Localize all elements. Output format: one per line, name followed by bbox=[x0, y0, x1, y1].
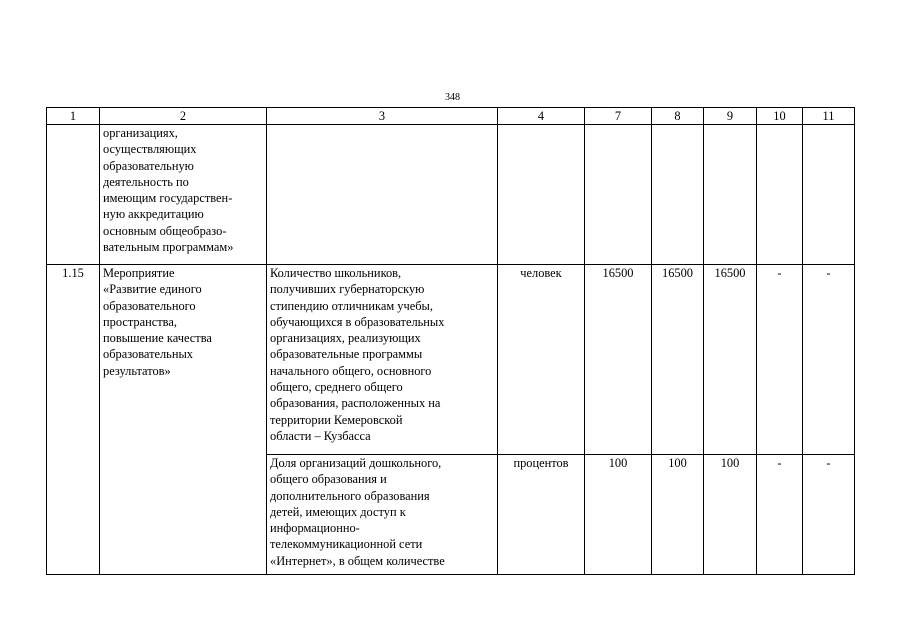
value-cell-11 bbox=[803, 125, 855, 265]
column-header: 10 bbox=[757, 108, 803, 125]
value-cell-8: 100 bbox=[652, 455, 704, 575]
column-header: 11 bbox=[803, 108, 855, 125]
table-row bbox=[47, 125, 855, 265]
value-cell-10: - bbox=[757, 455, 803, 575]
unit-cell: человек bbox=[498, 265, 585, 455]
value-cell-10 bbox=[757, 125, 803, 265]
value-cell-11: - bbox=[803, 265, 855, 455]
value-cell-8: 16500 bbox=[652, 265, 704, 455]
value-cell-9 bbox=[704, 125, 757, 265]
unit-cell: процентов bbox=[498, 455, 585, 575]
indicator-cell bbox=[267, 125, 498, 265]
activity-cell: организациях, осуществляющих образовательную деятельность по имеющим государствен- ную аккредитацию основным общеобразо- вательным программам» bbox=[100, 125, 267, 265]
row-number-cell: 1.15 bbox=[47, 265, 100, 575]
value-cell-7: 100 bbox=[585, 455, 652, 575]
column-header: 4 bbox=[498, 108, 585, 125]
table-header-row bbox=[47, 108, 855, 125]
table-row bbox=[47, 265, 855, 455]
data-table bbox=[46, 107, 855, 575]
value-cell-9: 16500 bbox=[704, 265, 757, 455]
row-number-cell bbox=[47, 125, 100, 265]
page-number: 348 bbox=[445, 92, 460, 103]
value-cell-7 bbox=[585, 125, 652, 265]
indicator-cell: Количество школьников, получивших губернаторскую стипендию отличникам учебы, обучающихся в образовательных организациях, реализующих образовательные программы начального общего, основного общего, среднего общего образования, расположенных на территории Кемеровской области – Кузбасса bbox=[267, 265, 498, 455]
column-header: 9 bbox=[704, 108, 757, 125]
column-header: 1 bbox=[47, 108, 100, 125]
column-header: 2 bbox=[100, 108, 267, 125]
unit-cell bbox=[498, 125, 585, 265]
value-cell-7: 16500 bbox=[585, 265, 652, 455]
column-header: 3 bbox=[267, 108, 498, 125]
value-cell-9: 100 bbox=[704, 455, 757, 575]
column-header: 7 bbox=[585, 108, 652, 125]
value-cell-10: - bbox=[757, 265, 803, 455]
column-header: 8 bbox=[652, 108, 704, 125]
indicator-cell: Доля организаций дошкольного, общего образования и дополнительного образования детей, имеющих доступ к информационно- телекоммуникационной сети «Интернет», в общем количестве bbox=[267, 455, 498, 575]
value-cell-11: - bbox=[803, 455, 855, 575]
activity-cell: Мероприятие «Развитие единого образовательного пространства, повышение качества образовательных результатов» bbox=[100, 265, 267, 575]
value-cell-8 bbox=[652, 125, 704, 265]
